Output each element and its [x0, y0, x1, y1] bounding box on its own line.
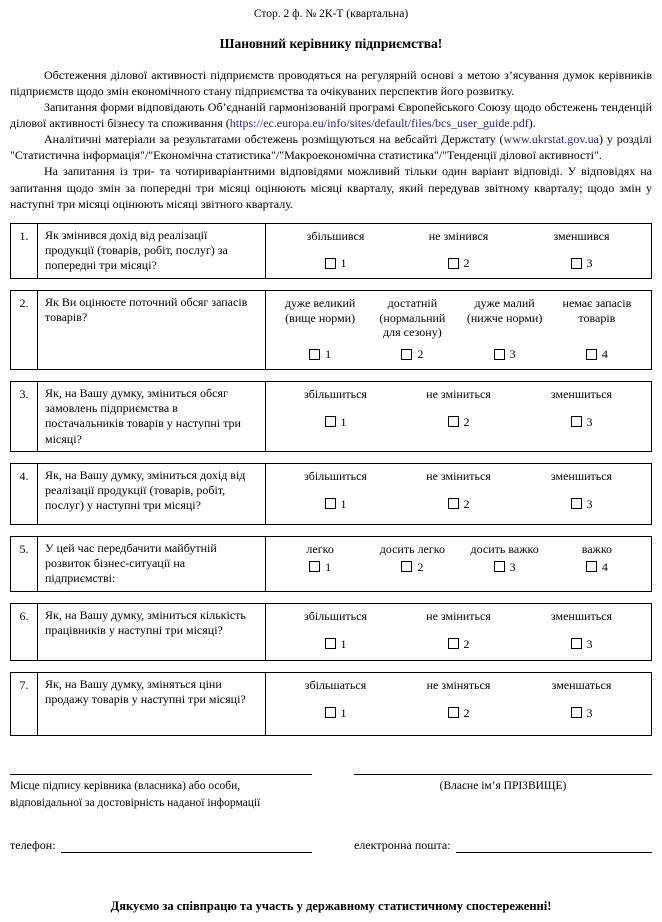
- instruction-text: На запитання із три- та чотириваріантними відповідями можливий тільки один варіант відповіді. У відповідях на запитання щодо змін за попередні три місяці оцінюють місяці кварталу, який передував звітному кварталу; щодо змін у наступні три місяці оцінюють місяці звітного кварталу.: [10, 164, 652, 211]
- question-text: Як, на Вашу думку, зміниться дохід від реалізації продукції (товарів, робіт, послуг) у наступні три місяці?: [38, 464, 266, 524]
- option-code: 2: [463, 636, 470, 651]
- option-code: 4: [601, 559, 608, 574]
- signature-right-block: [354, 774, 652, 811]
- intro-paragraph-3: [10, 131, 652, 163]
- question-number: 4.: [11, 464, 38, 524]
- option-code: 1: [325, 559, 332, 574]
- options-area: [266, 382, 651, 451]
- option-label: важко: [581, 541, 613, 556]
- question-number: 5.: [11, 537, 38, 591]
- answer-option: [274, 678, 397, 728]
- option-label: збільшиться: [304, 608, 367, 623]
- answer-option: [397, 609, 520, 653]
- option-code: 4: [601, 347, 608, 362]
- option-code: 3: [509, 347, 516, 362]
- option-code: 2: [417, 347, 424, 362]
- option-label: не змінився: [428, 228, 489, 243]
- answer-option: [274, 609, 397, 653]
- options-area: [266, 464, 651, 524]
- answer-option: [274, 296, 366, 362]
- question-text: Як, на Вашу думку, зміняться ціни продажу товарів у наступні три місяці?: [38, 673, 266, 735]
- option-code: 3: [509, 559, 516, 574]
- answer-option: [274, 542, 366, 584]
- phone-label: телефон:: [10, 838, 56, 853]
- answer-checkbox[interactable]: [325, 498, 336, 509]
- name-note: (Власне ім’я ПРІЗВИЩЕ): [439, 779, 567, 792]
- option-label: досить легко: [379, 541, 446, 556]
- signature-note-line2: відповідальної за достовірність наданої інформації: [10, 796, 261, 809]
- option-label: дуже великий (вище норми): [284, 295, 356, 325]
- instruction-paragraph: [10, 163, 652, 211]
- answer-checkbox[interactable]: [571, 498, 582, 509]
- options-area: [266, 291, 651, 369]
- answer-option: [459, 296, 551, 362]
- signature-section: [10, 774, 652, 811]
- email-label: електронна пошта:: [354, 838, 451, 853]
- option-label: не зміниться: [426, 468, 491, 483]
- answer-option: [274, 229, 397, 271]
- option-code: 1: [340, 496, 347, 511]
- question-row-2: [10, 290, 652, 370]
- answer-checkbox[interactable]: [309, 561, 320, 572]
- intro-p3-tail: ) у розділі "Статистична інформація"/"Економічна статистика"/"Макроекономічна статистика"/"Тенденції ділової активності".: [10, 132, 652, 163]
- answer-checkbox[interactable]: [571, 416, 582, 427]
- question-row-3: [10, 381, 652, 452]
- answer-option: [274, 469, 397, 517]
- signature-note-line1: Місце підпису керівника (власника) або особи,: [10, 779, 241, 792]
- answer-checkbox[interactable]: [571, 258, 582, 269]
- signature-note: [10, 778, 312, 811]
- phone-block: [10, 838, 312, 853]
- answer-checkbox[interactable]: [571, 638, 582, 649]
- options-area: [266, 673, 651, 735]
- option-code: 2: [463, 705, 470, 720]
- option-label: достатній (нормальний для сезону): [379, 295, 446, 340]
- intro-p1-text: Обстеження ділової активності підприємств проводяться на регулярній основі з метою з’ясування думок керівників підприємств щодо змін економічного стану підприємства та очікуваних перспектив його розвитку.: [10, 68, 652, 99]
- options-area: [266, 224, 651, 278]
- option-label: не зміняться: [426, 677, 491, 692]
- answer-checkbox[interactable]: [586, 349, 597, 360]
- option-label: зменшиться: [550, 468, 613, 483]
- option-code: 1: [340, 636, 347, 651]
- answer-option: [520, 469, 643, 517]
- page-number-label: Стор. 2 ф. № 2К-Т (квартальна): [253, 8, 409, 20]
- answer-option: [366, 296, 458, 362]
- question-number: 6.: [11, 604, 38, 660]
- answer-option: [520, 609, 643, 653]
- option-code: 3: [586, 496, 593, 511]
- option-code: 2: [463, 256, 470, 271]
- phone-input-line[interactable]: [61, 839, 312, 853]
- answer-checkbox[interactable]: [448, 498, 459, 509]
- option-code: 3: [586, 256, 593, 271]
- name-line[interactable]: [354, 774, 652, 775]
- answer-checkbox[interactable]: [325, 707, 336, 718]
- option-code: 1: [325, 347, 332, 362]
- question-row-7: [10, 672, 652, 736]
- answer-option: [397, 387, 520, 444]
- intro-p2-tail: ).: [528, 116, 536, 131]
- question-number: 1.: [11, 224, 38, 278]
- option-label: збільшився: [306, 228, 365, 243]
- email-block: [354, 838, 652, 853]
- option-label: збільшаться: [304, 677, 367, 692]
- option-label: немає запасів товарів: [562, 295, 632, 325]
- option-code: 2: [417, 559, 424, 574]
- answer-checkbox[interactable]: [448, 416, 459, 427]
- ukrstat-link[interactable]: www.ukrstat.gov.ua: [503, 132, 599, 147]
- options-area: [266, 604, 651, 660]
- question-text: У цей час передбачити майбутній розвиток бізнес-ситуації на підприємстві:: [38, 537, 266, 591]
- question-text: Як, на Вашу думку, зміниться обсяг замовлень підприємства в постачальників товарів у наступні три місяці?: [38, 382, 266, 451]
- answer-option: [366, 542, 458, 584]
- option-code: 1: [340, 414, 347, 429]
- question-text: Як, на Вашу думку, зміниться кількість працівників у наступні три місяці?: [38, 604, 266, 660]
- option-code: 3: [586, 705, 593, 720]
- answer-checkbox[interactable]: [325, 258, 336, 269]
- question-text: Як змінився дохід від реалізації продукції (товарів, робіт, послуг) за попередні три місяці?: [38, 224, 266, 278]
- eu-guide-link[interactable]: https://ec.europa.eu/info/sites/default/files/bcs_user_guide.pdf: [229, 116, 529, 131]
- intro-section: [10, 67, 652, 212]
- question-row-4: [10, 463, 652, 525]
- option-code: 3: [586, 636, 593, 651]
- option-code: 2: [463, 414, 470, 429]
- answer-checkbox[interactable]: [448, 707, 459, 718]
- option-label: досить важко: [470, 541, 539, 556]
- answer-option: [459, 542, 551, 584]
- answer-checkbox[interactable]: [309, 349, 320, 360]
- option-code: 1: [340, 705, 347, 720]
- answer-checkbox[interactable]: [448, 638, 459, 649]
- option-code: 3: [586, 414, 593, 429]
- option-code: 1: [340, 256, 347, 271]
- email-input-line[interactable]: [456, 839, 652, 853]
- options-area: [266, 537, 651, 591]
- question-row-1: [10, 223, 652, 279]
- answer-option: [551, 542, 643, 584]
- intro-paragraph-2: [10, 99, 652, 131]
- answer-option: [397, 678, 520, 728]
- intro-p3-text: Аналітичні матеріали за результатами обстежень розміщуються на вебсайті Держстату (: [44, 132, 504, 147]
- question-number: 3.: [11, 382, 38, 451]
- option-label: не зміниться: [426, 608, 491, 623]
- answer-checkbox[interactable]: [586, 561, 597, 572]
- answer-checkbox[interactable]: [325, 638, 336, 649]
- answer-option: [274, 387, 397, 444]
- answer-option: [520, 678, 643, 728]
- answer-option: [551, 296, 643, 362]
- answer-checkbox[interactable]: [494, 561, 505, 572]
- contact-section: [10, 838, 652, 853]
- option-label: легко: [306, 541, 334, 556]
- answer-option: [520, 229, 643, 271]
- answer-option: [397, 469, 520, 517]
- option-label: зменшаться: [551, 677, 612, 692]
- question-text: Як Ви оцінюєте поточний обсяг запасів товарів?: [38, 291, 266, 369]
- answer-checkbox[interactable]: [401, 349, 412, 360]
- answer-checkbox[interactable]: [401, 561, 412, 572]
- intro-paragraph-1: [10, 67, 652, 99]
- page-title: Шановний керівнику підприємства!: [219, 36, 443, 51]
- question-row-6: [10, 603, 652, 661]
- answer-option: [397, 229, 520, 271]
- question-number: 7.: [11, 673, 38, 735]
- question-row-5: [10, 536, 652, 592]
- question-number: 2.: [11, 291, 38, 369]
- option-label: зменшиться: [550, 386, 613, 401]
- option-label: зменшиться: [550, 608, 613, 623]
- option-label: зменшився: [553, 228, 610, 243]
- signature-line[interactable]: [10, 774, 312, 775]
- answer-checkbox[interactable]: [325, 416, 336, 427]
- answer-checkbox[interactable]: [571, 707, 582, 718]
- option-label: збільшиться: [304, 386, 367, 401]
- option-label: не зміниться: [426, 386, 491, 401]
- option-label: збільшиться: [304, 468, 367, 483]
- answer-option: [520, 387, 643, 444]
- thanks-message: Дякуємо за співпрацю та участь у державному статистичному спостереженні!: [110, 899, 552, 914]
- option-code: 2: [463, 496, 470, 511]
- answer-checkbox[interactable]: [448, 258, 459, 269]
- signature-left-block: [10, 774, 312, 811]
- option-label: дуже малий (нижче норми): [466, 295, 543, 325]
- intro-p2-text: Запитання форми відповідають Об’єднаній гармонізованій програмі Європейського Союзу щодо обстежень тенденцій ділової активності бізнесу та споживання (: [10, 100, 652, 131]
- answer-checkbox[interactable]: [494, 349, 505, 360]
